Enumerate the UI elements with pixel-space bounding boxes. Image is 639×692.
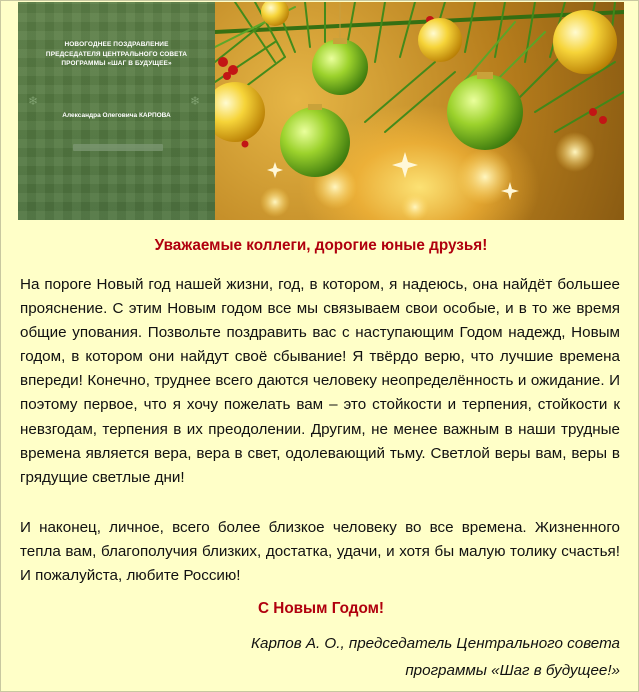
letter-paragraph-1: На пороге Новый год нашей жизни, год, в котором, я надеюсь, она найдёт большее прояснение. С этим Новым годом все мы связываем свои особые, и в то же время общие упования. Позвольте поздравить вас с наступающим Годом надежд, Новым годом, в котором они найдут своё сбывание! Я твёрдо верю, что лучшие времена впереди! Конечно, труднее всего даются человеку неопределённость и ожидание. И поэтому первое, что я хочу пожелать вам – это стойкости и терпения, стойкости к невзгодам, терпения в их преодолении. Другим, не менее важным в наши трудные времена является вера, вера в свет, одолевающий тьму. Светлой веры вам, веры в грядущие светлые дни! [20,276,620,486]
closing-greeting: С Новым Годом! [257,600,385,617]
snowflake-icon: ❄ [190,94,201,108]
signature-line-2: программы «Шаг в будущее!» [405,662,620,679]
banner-title-line: НОВОГОДНЕЕ ПОЗДРАВЛЕНИЕ [64,41,169,48]
banner-author: Александра Олеговича КАРПОВА [62,112,171,119]
christmas-ornaments-image [215,2,624,220]
header-banner [18,2,624,220]
banner-title [18,40,215,69]
banner-title-line: ПРОГРАММЫ «ШАГ В БУДУЩЕЕ» [61,60,172,67]
banner-title-panel [18,2,215,220]
banner-title-line: ПРЕДСЕДАТЕЛЯ ЦЕНТРАЛЬНОГО СОВЕТА [45,50,188,58]
signature-line-1: Карпов А. О., председатель Центрального совета [251,635,620,652]
banner-blurred-caption [73,144,163,151]
ornaments-illustration [215,2,624,220]
letter-paragraph-2: И наконец, личное, всего более близкое человеку во все времена. Жизненного тепла вам, благополучия близких, достатка, удачи, и хотя бы малую толику счастья! И пожалуйста, любите Россию! [20,519,620,585]
snowflake-icon: ❄ [28,94,39,108]
greeting-heading: Уважаемые коллеги, дорогие юные друзья! [154,237,488,254]
